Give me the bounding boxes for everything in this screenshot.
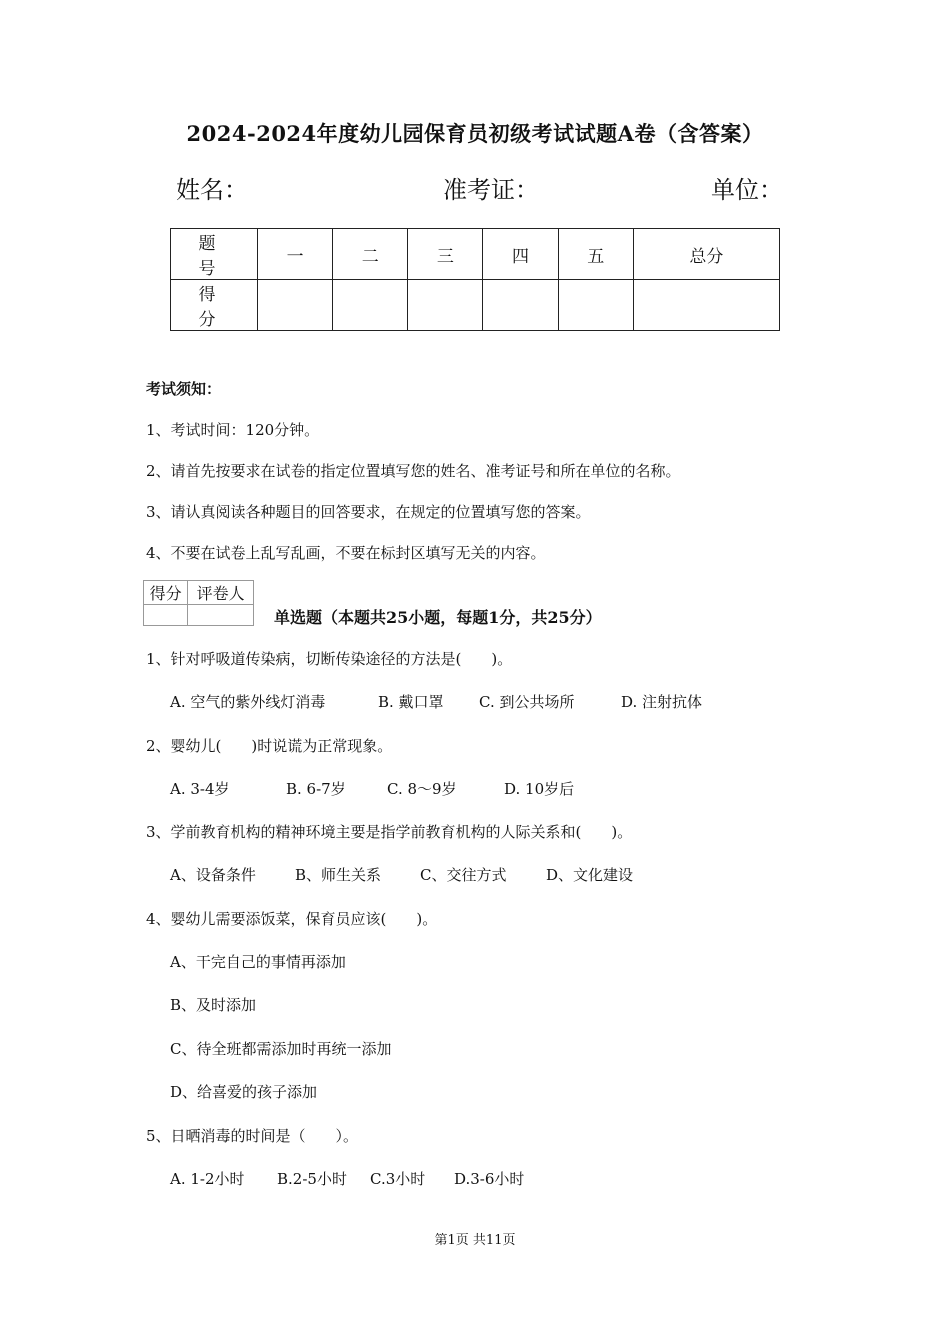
question-stem: 4、婴幼儿需要添饭菜，保育员应该( )。 [146,910,438,928]
notice-heading: 考试须知： [146,380,222,398]
question-stem: 1、针对呼吸道传染病，切断传染途径的方法是( )。 [146,650,513,668]
notice-item: 3、请认真阅读各种题目的回答要求，在规定的位置填写您的答案。 [146,503,591,521]
score-table-col: 三 [408,229,483,280]
question-option: D. 注射抗体 [621,693,703,711]
unit-label: 单位： [711,176,783,204]
score-cell[interactable] [558,280,633,331]
question-option: A、设备条件 [170,866,256,884]
notice-item: 2、请首先按要求在试卷的指定位置填写您的姓名、准考证号和所在单位的名称。 [146,462,681,480]
question-option: B. 戴口罩 [378,693,444,711]
question-stem: 5、日晒消毒的时间是（ ）。 [146,1127,359,1145]
score-cell[interactable] [258,280,333,331]
score-cell[interactable] [333,280,408,331]
grader-reviewer-label: 评卷人 [188,581,254,605]
score-table-col: 一 [258,229,333,280]
exam-id-label: 准考证： [443,176,539,204]
question-option: A. 1-2小时 [170,1170,245,1188]
score-table [170,228,780,331]
question-option: A. 3-4岁 [170,780,230,798]
score-cell[interactable] [483,280,558,331]
question-option: D、文化建设 [546,866,634,884]
question-stem: 3、学前教育机构的精神环境主要是指学前教育机构的人际关系和( )。 [146,823,633,841]
question-option: C. 8～9岁 [387,780,457,798]
score-cell[interactable] [633,280,779,331]
name-label: 姓名： [176,176,248,204]
page-title: 2024-2024年度幼儿园保育员初级考试试题A卷（含答案） [186,121,764,146]
grader-score-cell[interactable] [144,605,188,626]
question-stem: 2、婴幼儿( )时说谎为正常现象。 [146,737,393,755]
score-cell[interactable] [408,280,483,331]
page-footer: 第1页 共11页 [434,1233,516,1248]
score-table-col: 二 [333,229,408,280]
score-row-label: 得 分 [171,280,258,331]
question-option: B.2-5小时 [277,1170,347,1188]
score-table-col: 总分 [633,229,779,280]
question-option: C、交往方式 [420,866,507,884]
notice-item: 1、考试时间：120分钟。 [146,421,320,439]
score-table-header: 题 号 [171,229,258,280]
question-option: B、及时添加 [170,996,257,1014]
score-table-col: 五 [558,229,633,280]
question-option: C.3小时 [370,1170,426,1188]
grader-score-label: 得分 [144,581,188,605]
score-table-col: 四 [483,229,558,280]
question-option: B. 6-7岁 [286,780,346,798]
question-option: C. 到公共场所 [479,693,575,711]
section-title: 单选题（本题共25小题，每题1分，共25分） [274,608,602,627]
grader-reviewer-cell[interactable] [188,605,254,626]
grader-box [143,580,254,626]
question-option: D、给喜爱的孩子添加 [170,1083,318,1101]
notice-item: 4、不要在试卷上乱写乱画，不要在标封区填写无关的内容。 [146,544,546,562]
question-option: C、待全班都需添加时再统一添加 [170,1040,392,1058]
question-option: D. 10岁后 [504,780,575,798]
question-option: A、干完自己的事情再添加 [170,953,346,971]
question-option: A. 空气的紫外线灯消毒 [170,693,326,711]
question-option: D.3-6小时 [454,1170,525,1188]
question-option: B、师生关系 [295,866,382,884]
